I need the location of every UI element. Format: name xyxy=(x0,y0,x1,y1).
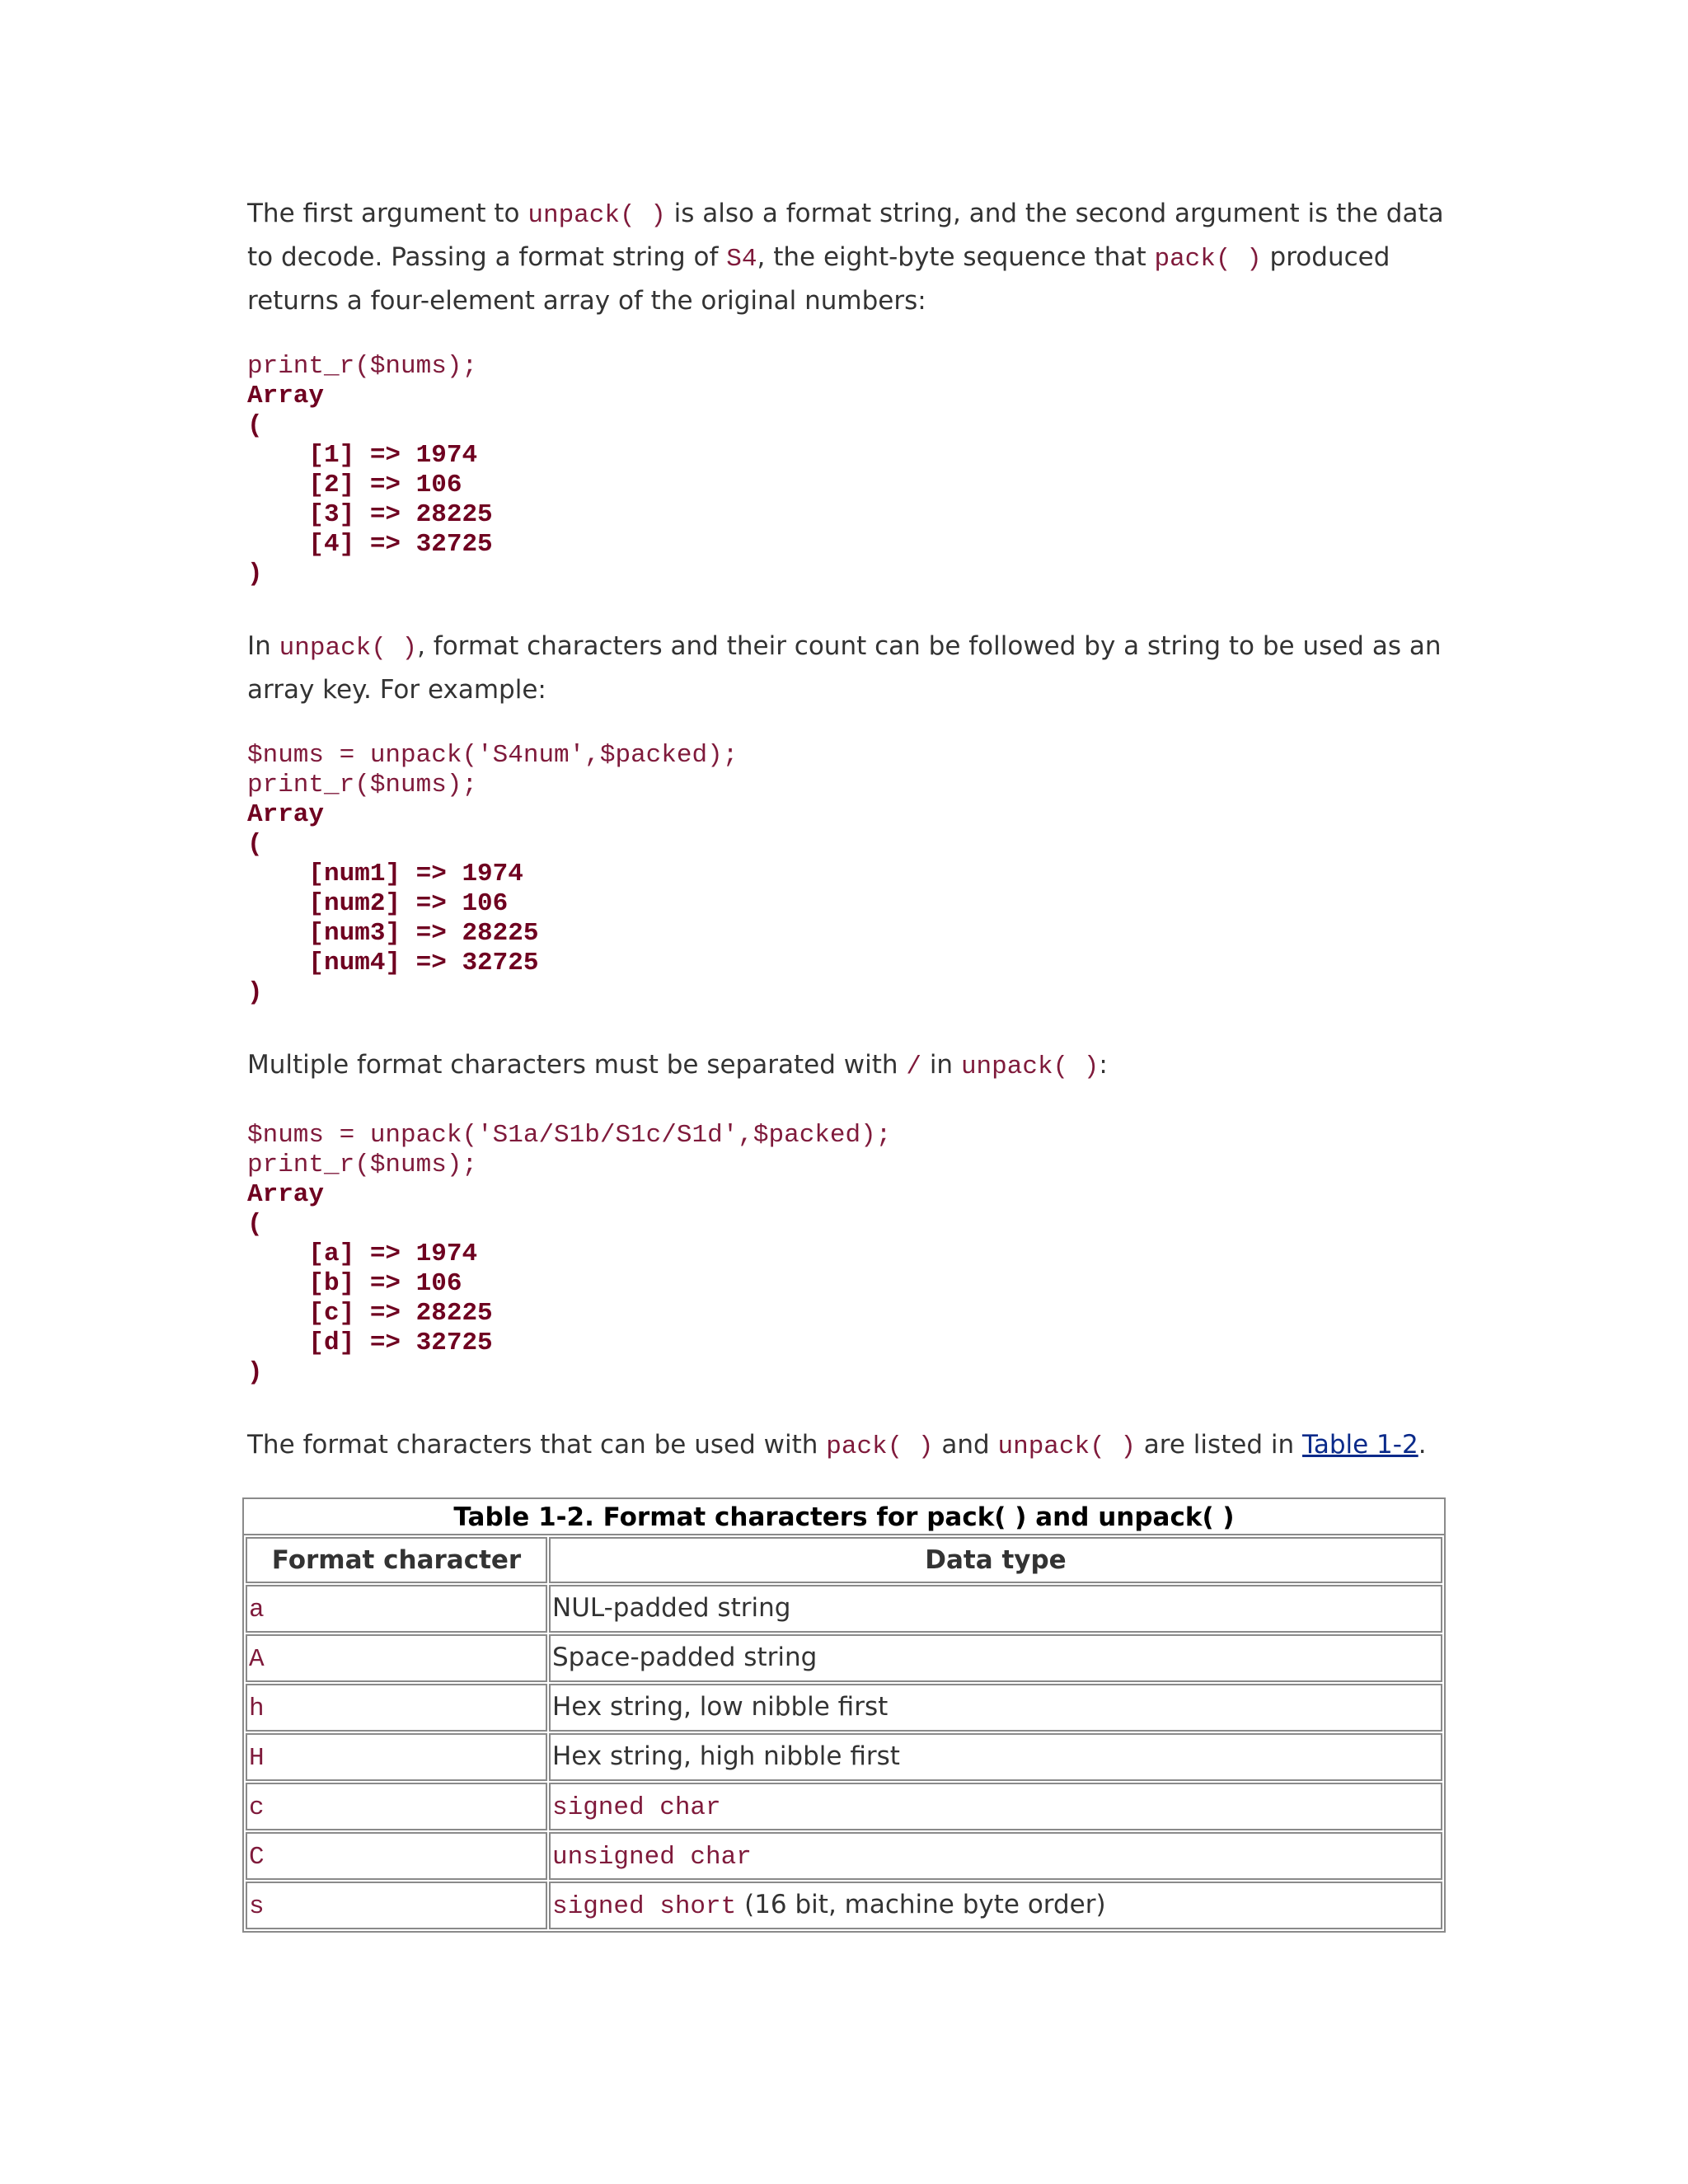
table-row xyxy=(246,1585,1442,1633)
format-characters-table xyxy=(242,1497,1446,1933)
data-type-cell xyxy=(549,1783,1442,1830)
format-char-cell xyxy=(246,1634,547,1682)
data-type-cell xyxy=(549,1882,1442,1929)
text-run: The format characters that can be used with xyxy=(247,1430,827,1460)
format-char: h xyxy=(249,1694,265,1723)
format-char-cell xyxy=(246,1783,547,1830)
data-type-code: signed short xyxy=(552,1892,737,1921)
header-format-character: Format character xyxy=(246,1537,547,1583)
format-char: c xyxy=(249,1793,265,1822)
code-output: Array ( [num1] => 1974 [num2] => 106 [num3] => 28225 [num4] => 32725 ) xyxy=(247,800,539,1007)
text-run: . xyxy=(1418,1430,1427,1460)
table-row xyxy=(246,1634,1442,1682)
inline-code: unpack( ) xyxy=(528,201,666,230)
text-run: in xyxy=(921,1050,961,1080)
inline-code: unpack( ) xyxy=(279,634,418,663)
data-type-text: (16 bit, machine byte order) xyxy=(736,1890,1106,1919)
table-row xyxy=(246,1783,1442,1830)
text-run: The first argument to xyxy=(247,199,528,228)
table-row xyxy=(246,1882,1442,1929)
text-run: , format characters and their count can be followed by a string to be used as an array key. For example: xyxy=(247,631,1442,705)
code-input: $nums = unpack('S4num',$packed); print_r($nums); xyxy=(247,741,738,799)
format-char-cell xyxy=(246,1882,547,1929)
paragraph-separator xyxy=(247,1044,1451,1088)
inline-code: unpack( ) xyxy=(997,1432,1136,1461)
inline-code: pack( ) xyxy=(1154,245,1262,274)
table-1-2-link[interactable]: Table 1-2 xyxy=(1302,1430,1418,1460)
code-output: Array ( [1] => 1974 [2] => 106 [3] => 28225 [4] => 32725 ) xyxy=(247,382,493,588)
text-run: are listed in xyxy=(1135,1430,1303,1460)
paragraph-unpack-intro xyxy=(247,193,1451,322)
format-char: H xyxy=(249,1744,265,1773)
code-block-array-key xyxy=(247,741,1451,1008)
data-type-cell xyxy=(549,1832,1442,1880)
data-type-cell xyxy=(549,1684,1442,1732)
data-type-text: Hex string, high nibble first xyxy=(552,1741,900,1771)
data-type-code: signed char xyxy=(552,1793,721,1822)
text-run: produced returns a four-element array of the original numbers: xyxy=(247,242,1390,316)
document-page xyxy=(247,193,1451,1933)
data-type-code: unsigned char xyxy=(552,1843,752,1872)
data-type-cell xyxy=(549,1585,1442,1633)
data-type-text: Hex string, low nibble first xyxy=(552,1692,889,1722)
code-block-multiple-formats xyxy=(247,1121,1451,1388)
paragraph-array-key xyxy=(247,626,1451,711)
header-data-type: Data type xyxy=(549,1537,1442,1583)
data-type-cell xyxy=(549,1733,1442,1781)
data-type-cell xyxy=(549,1634,1442,1682)
data-type-text: NUL-padded string xyxy=(552,1593,791,1623)
format-char-cell xyxy=(246,1684,547,1732)
code-output: Array ( [a] => 1974 [b] => 106 [c] => 28225 [d] => 32725 ) xyxy=(247,1180,493,1387)
code-input: $nums = unpack('S1a/S1b/S1c/S1d',$packed); print_r($nums); xyxy=(247,1121,892,1179)
format-char-cell xyxy=(246,1832,547,1880)
paragraph-format-characters xyxy=(247,1424,1451,1468)
data-type-text: Space-padded string xyxy=(552,1643,818,1672)
inline-code: S4 xyxy=(726,245,757,274)
text-run: is also a format string, and the second argument is the data to decode. Passing a format string of xyxy=(247,199,1444,272)
format-char-cell xyxy=(246,1733,547,1781)
format-char: A xyxy=(249,1645,265,1674)
code-block-print-nums xyxy=(247,352,1451,589)
format-char: C xyxy=(249,1843,265,1872)
format-char-cell xyxy=(246,1585,547,1633)
code-input: print_r($nums); xyxy=(247,352,478,381)
inline-code: unpack( ) xyxy=(960,1052,1100,1081)
text-run: In xyxy=(247,631,279,661)
table-row xyxy=(246,1684,1442,1732)
inline-code: pack( ) xyxy=(826,1432,934,1461)
format-char: a xyxy=(249,1596,265,1624)
text-run: , the eight-byte sequence that xyxy=(757,242,1155,272)
text-run: and xyxy=(933,1430,998,1460)
format-char: s xyxy=(249,1892,265,1921)
table-header-row xyxy=(246,1537,1442,1583)
inline-code: / xyxy=(906,1052,921,1081)
text-run: Multiple format characters must be separated with xyxy=(247,1050,907,1080)
text-run: : xyxy=(1099,1050,1108,1080)
table-row xyxy=(246,1832,1442,1880)
table-caption: Table 1-2. Format characters for pack( ) and unpack( ) xyxy=(242,1497,1446,1534)
table-row xyxy=(246,1733,1442,1781)
